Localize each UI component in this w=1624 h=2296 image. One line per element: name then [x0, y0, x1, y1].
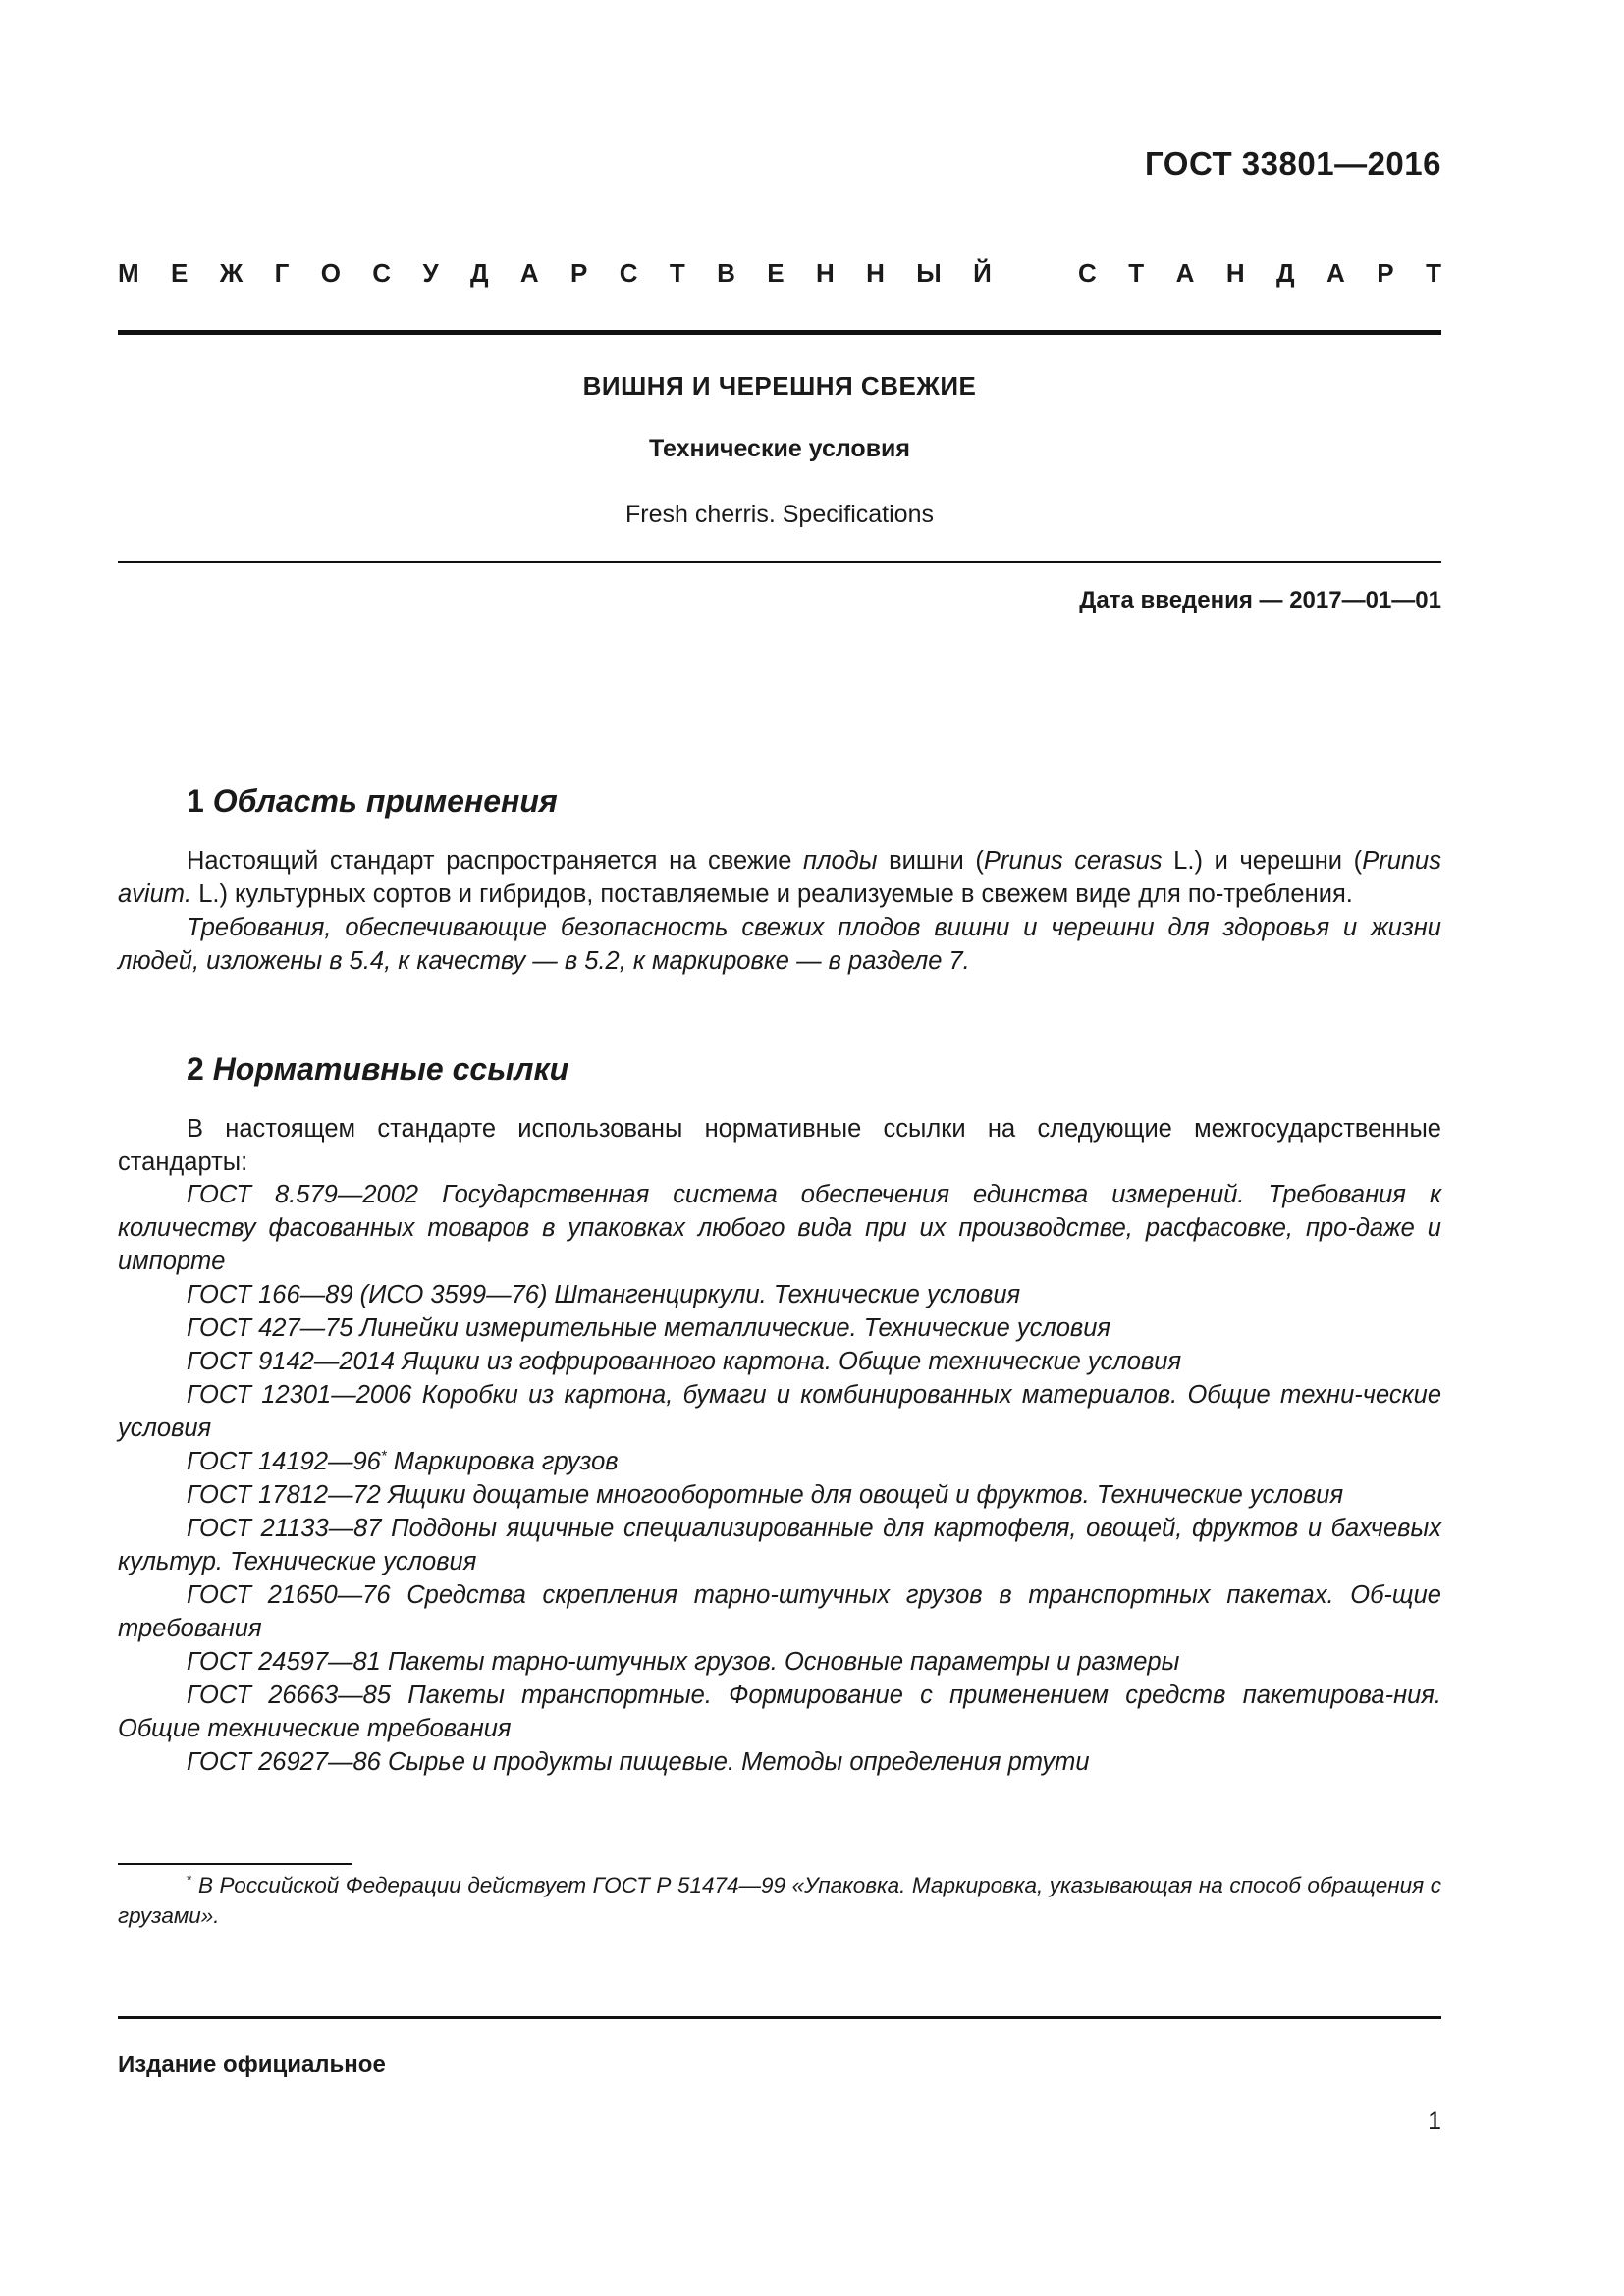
- category-letter: В: [717, 258, 735, 288]
- page-number: 1: [1428, 2108, 1441, 2135]
- title-rule: [118, 561, 1441, 563]
- category-word-standard: [1078, 258, 1441, 289]
- footnote-marker: *: [380, 1447, 387, 1465]
- section-1-number: 1: [187, 783, 204, 819]
- category-letter: Т: [669, 258, 685, 288]
- text-run: вишни (: [877, 847, 984, 875]
- references-list: [118, 1178, 1441, 1779]
- footnote-separator: [118, 1863, 352, 1865]
- category-letter: А: [1326, 258, 1345, 288]
- reference-item: ГОСТ 21133—87 Поддоны ящичные специализированные для картофеля, овощей, фруктов и бахчевых культур. Технические условия: [118, 1515, 1441, 1575]
- category-letter: С: [1078, 258, 1097, 288]
- footnote-marker: *: [187, 1871, 192, 1888]
- category-letter: Н: [1225, 258, 1245, 288]
- scope-paragraph: [118, 844, 1441, 911]
- reference-item: ГОСТ 26927—86 Сырье и продукты пищевые. Методы определения ртути: [187, 1748, 1090, 1776]
- category-letter: О: [320, 258, 341, 288]
- category-letter: А: [519, 258, 539, 288]
- category-letter: Н: [866, 258, 885, 288]
- footnote: [118, 1870, 1441, 1931]
- section-2-heading: [187, 1051, 568, 1088]
- category-letter: Д: [469, 258, 489, 288]
- category-letter: Е: [767, 258, 785, 288]
- category-letter: Г: [274, 258, 290, 288]
- reference-item: ГОСТ 166—89 (ИСО 3599—76) Штангенциркули. Технические условия: [187, 1281, 1021, 1308]
- category-letter: М: [118, 258, 139, 288]
- text-run: Настоящий стандарт распространяется на свежие: [187, 847, 804, 875]
- species-name: Prunus cerasus: [983, 847, 1163, 875]
- category-letter: Д: [1276, 258, 1295, 288]
- section-1-heading: [187, 783, 558, 820]
- document-category: [118, 258, 1441, 289]
- edition-label: Издание официальное: [118, 2052, 386, 2078]
- section-2-number: 2: [187, 1051, 204, 1087]
- document-title: ВИШНЯ И ЧЕРЕШНЯ СВЕЖИЕ: [582, 371, 977, 400]
- text-run: плоды: [803, 847, 878, 875]
- species-name: Prunus avium.: [118, 847, 1441, 908]
- category-letter: Е: [171, 258, 189, 288]
- reference-item: ГОСТ 9142—2014 Ящики из гофрированного картона. Общие технические условия: [187, 1348, 1182, 1375]
- category-letter: Т: [1426, 258, 1441, 288]
- text-run: L.) культурных сортов и гибридов, поставляемые и реализуемые в свежем виде для по-требления.: [191, 881, 1353, 908]
- reference-item: [118, 1445, 1441, 1478]
- reference-item: ГОСТ 21650—76 Средства скрепления тарно-штучных грузов в транспортных пакетах. Об-щие требования: [118, 1581, 1441, 1642]
- standard-number: ГОСТ 33801—2016: [1145, 145, 1441, 182]
- references-intro: В настоящем стандарте использованы нормативные ссылки на следующие межгосударственные стандарты:: [118, 1115, 1441, 1176]
- category-word-interstate: [118, 258, 992, 289]
- reference-item: ГОСТ 17812—72 Ящики дощатые многооборотные для овощей и фруктов. Технические условия: [187, 1481, 1344, 1509]
- category-letter: Ж: [219, 258, 244, 288]
- safety-paragraph: Требования, обеспечивающие безопасность свежих плодов вишни и черешни для здоровья и жизни людей, изложены в 5.4, к качеству — в 5.2, к маркировке — в разделе 7.: [118, 914, 1441, 975]
- footer-rule: [118, 2016, 1441, 2019]
- footnote-text: В Российской Федерации действует ГОСТ Р 51474—99 «Упаковка. Маркировка, указывающая на способ обращения с грузами».: [118, 1873, 1441, 1928]
- category-letter: Й: [973, 258, 992, 288]
- category-letter: Р: [570, 258, 588, 288]
- category-letter: С: [372, 258, 392, 288]
- category-letter: А: [1175, 258, 1195, 288]
- reference-code: ГОСТ 14192—96: [187, 1448, 381, 1475]
- category-letter: Ы: [916, 258, 942, 288]
- section-2-title: Нормативные ссылки: [212, 1051, 569, 1087]
- section-1-title: Область применения: [212, 783, 558, 819]
- reference-item: ГОСТ 26663—85 Пакеты транспортные. Формирование с применением средств пакетирова-ния. Общие технические требования: [118, 1682, 1441, 1742]
- introduction-date: Дата введения — 2017—01—01: [1079, 587, 1441, 614]
- text-run: L.) и черешни (: [1162, 847, 1363, 875]
- reference-item: ГОСТ 8.579—2002 Государственная система обеспечения единства измерений. Требования к количеству фасованных товаров в упаковках любого вида при их производстве, расфасовке, про-даже и импорте: [118, 1181, 1441, 1275]
- reference-item: ГОСТ 427—75 Линейки измерительные металлические. Технические условия: [187, 1314, 1111, 1342]
- document-subtitle: Технические условия: [648, 435, 911, 462]
- category-letter: Н: [815, 258, 835, 288]
- category-letter: Р: [1377, 258, 1394, 288]
- document-title-english: Fresh cherris. Specifications: [624, 501, 934, 528]
- section-1-body: [118, 844, 1441, 978]
- category-letter: С: [619, 258, 638, 288]
- reference-item: ГОСТ 24597—81 Пакеты тарно-штучных грузов. Основные параметры и размеры: [187, 1648, 1180, 1676]
- reference-item: ГОСТ 12301—2006 Коробки из картона, бумаги и комбинированных материалов. Общие техни-ческие условия: [118, 1381, 1441, 1442]
- category-letter: Т: [1128, 258, 1145, 288]
- header-rule: [118, 330, 1441, 335]
- reference-title: Маркировка грузов: [386, 1448, 619, 1475]
- category-letter: У: [422, 258, 439, 288]
